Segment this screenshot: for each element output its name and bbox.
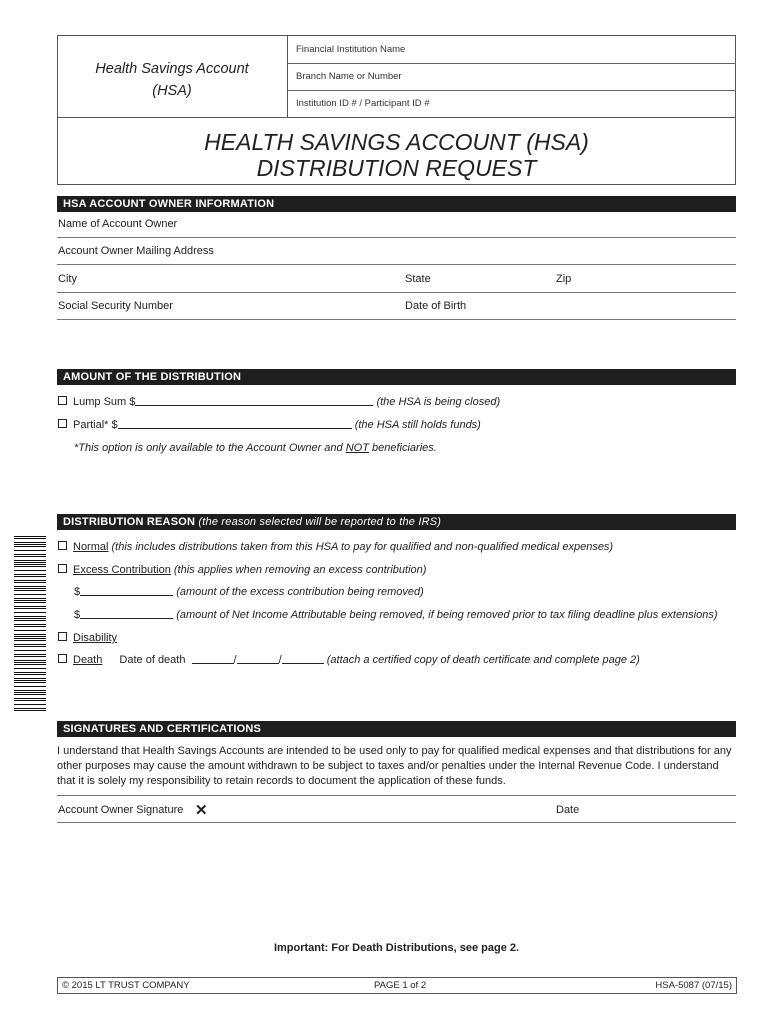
page-title-line1: HEALTH SAVINGS ACCOUNT (HSA): [204, 129, 589, 155]
barcode-stripe: [14, 700, 46, 701]
barcode-stripe: [14, 538, 46, 539]
barcode-stripe: [14, 668, 46, 669]
barcode-stripe: [14, 666, 46, 667]
barcode-stripe: [14, 622, 46, 623]
barcode-stripe: [14, 688, 46, 689]
barcode-stripe: [14, 694, 46, 695]
barcode-stripe: [14, 594, 46, 595]
barcode-stripe: [14, 536, 46, 537]
barcode-stripe: [14, 604, 46, 605]
barcode-stripe: [14, 616, 46, 617]
barcode-stripe: [14, 638, 46, 639]
signature-x-icon: ✕: [195, 802, 208, 819]
barcode-stripe: [14, 620, 46, 621]
reason-section-heading: DISTRIBUTION REASON (the reason selected will be reported to the IRS): [57, 514, 736, 530]
barcode-stripe: [14, 696, 46, 697]
barcode-stripe: [14, 584, 46, 585]
hsa-left-title: [57, 35, 288, 117]
excess-amount-field[interactable]: [80, 586, 173, 596]
barcode-stripe: [14, 642, 46, 643]
barcode-stripe: [14, 544, 46, 545]
footer: [57, 977, 737, 994]
barcode-stripe: [14, 658, 46, 659]
barcode-stripe: [14, 680, 46, 681]
date-label: Date: [556, 804, 580, 816]
barcode-stripe: [14, 574, 46, 575]
barcode-stripe: [14, 570, 46, 571]
zip-field-label: Zip: [556, 273, 572, 285]
disability-checkbox[interactable]: [58, 632, 67, 641]
barcode-stripe: [14, 704, 46, 705]
page-number: PAGE 1 of 2: [374, 980, 427, 991]
excess-checkbox[interactable]: [58, 564, 67, 573]
barcode-stripe: [14, 662, 46, 663]
barcode-stripe: [14, 556, 46, 557]
barcode-stripe: [14, 702, 46, 703]
death-month-field[interactable]: [192, 654, 234, 664]
name-field-line[interactable]: [57, 237, 736, 238]
death-checkbox[interactable]: [58, 654, 67, 663]
barcode-stripe: [14, 628, 46, 629]
barcode-stripe: [14, 602, 46, 603]
barcode-stripe: [14, 564, 46, 565]
barcode-stripe: [14, 558, 46, 559]
barcode-stripe: [14, 626, 46, 627]
barcode-stripe: [14, 710, 46, 711]
barcode-stripe: [14, 542, 46, 543]
signature-section-heading: SIGNATURES AND CERTIFICATIONS: [57, 721, 736, 737]
barcode-stripe: [14, 660, 46, 661]
dob-field-label: Date of Birth: [405, 300, 467, 312]
barcode-stripe: [14, 644, 46, 645]
barcode-stripe: [14, 566, 46, 567]
copyright: © 2015 LT TRUST COMPANY: [62, 980, 190, 991]
partial-footnote: *This option is only available to the Account Owner and NOT beneficiaries.: [74, 442, 437, 454]
state-field-label: State: [405, 273, 431, 285]
excess-amount-row: $ (amount of the excess contribution being removed): [74, 586, 424, 598]
barcode-stripe: [14, 654, 46, 655]
barcode-stripe: [14, 546, 46, 547]
barcode-stripe: [14, 652, 46, 653]
barcode-stripe: [14, 630, 46, 631]
barcode-stripe: [14, 580, 46, 581]
important-note: Important: For Death Distributions, see page 2.: [273, 942, 520, 954]
divider: [57, 822, 736, 823]
death-year-field[interactable]: [282, 654, 324, 664]
barcode-stripe: [14, 590, 46, 591]
branch-field[interactable]: Branch Name or Number: [296, 71, 402, 82]
barcode-stripe: [14, 586, 46, 587]
signature-field[interactable]: [215, 804, 535, 820]
barcode-stripe: [14, 612, 46, 613]
barcode-stripe: [14, 598, 46, 599]
barcode-stripe: [14, 690, 46, 691]
barcode-stripe: [14, 698, 46, 699]
barcode-stripe: [14, 636, 46, 637]
barcode-stripe: [14, 664, 46, 665]
barcode-stripe: [14, 606, 46, 607]
barcode-stripe: [14, 540, 46, 541]
lump-sum-amount-field[interactable]: [135, 396, 373, 406]
barcode-stripe: [14, 640, 46, 641]
death-option[interactable]: Death Date of death / / (attach a certified copy of death certificate and complete page 2): [58, 654, 640, 666]
barcode-stripe: [14, 692, 46, 693]
barcode-stripe: [14, 578, 46, 579]
form-id: HSA-5087 (07/15): [655, 980, 732, 991]
lump-sum-checkbox[interactable]: [58, 396, 67, 405]
partial-amount-field[interactable]: [118, 419, 352, 429]
disability-option[interactable]: Disability: [58, 632, 117, 644]
barcode-stripe: [14, 650, 46, 651]
city-field-label: City: [58, 273, 77, 285]
barcode-stripe: [14, 682, 46, 683]
barcode-graphic: [14, 536, 46, 712]
barcode-stripe: [14, 706, 46, 707]
net-income-row: $ (amount of Net Income Attributable being removed, if being removed prior to tax filing deadline plus extensions): [74, 609, 718, 621]
barcode-stripe: [14, 552, 46, 553]
barcode-stripe: [14, 548, 46, 549]
page-title-line2: DISTRIBUTION REQUEST: [256, 155, 537, 181]
name-field-label: Name of Account Owner: [58, 218, 178, 230]
barcode-stripe: [14, 618, 46, 619]
signature-date-field[interactable]: [590, 804, 730, 820]
net-income-field[interactable]: [80, 609, 173, 619]
certification-paragraph: I understand that Health Savings Accounts are intended to be used only to pay for qualified medical expenses and that distributions for any other purposes may cause the amount withdrawn to be subject to taxes and/or penalties under the Internal Revenue Code. I understand that it is solely my responsibility to retain records to document the application of these funds.: [57, 745, 732, 787]
amount-section-heading: AMOUNT OF THE DISTRIBUTION: [57, 369, 736, 385]
barcode-stripe: [14, 676, 46, 677]
barcode-stripe: [14, 632, 46, 633]
partial-checkbox[interactable]: [58, 419, 67, 428]
barcode-stripe: [14, 582, 46, 583]
barcode-stripe: [14, 624, 46, 625]
barcode-stripe: [14, 678, 46, 679]
barcode-stripe: [14, 686, 46, 687]
address-field-line[interactable]: [57, 264, 736, 265]
barcode-stripe: [14, 600, 46, 601]
barcode-stripe: [14, 684, 46, 685]
barcode-stripe: [14, 560, 46, 561]
left-title-line1: Health Savings Account: [95, 61, 249, 77]
excess-option[interactable]: Excess Contribution (this applies when removing an excess contribution): [58, 564, 426, 576]
ssn-field-label: Social Security Number: [58, 300, 173, 312]
barcode-stripe: [14, 608, 46, 609]
ssn-dob-line[interactable]: [57, 319, 736, 320]
divider: [57, 117, 736, 118]
left-title-line2: (HSA): [152, 83, 192, 99]
normal-option[interactable]: Normal (this includes distributions taken from this HSA to pay for qualified and non-qualified medical expenses): [58, 541, 613, 553]
barcode-stripe: [14, 596, 46, 597]
barcode-stripe: [14, 562, 46, 563]
barcode-stripe: [14, 634, 46, 635]
barcode-stripe: [14, 648, 46, 649]
barcode-stripe: [14, 614, 46, 615]
lump-sum-option[interactable]: Lump Sum $ (the HSA is being closed): [58, 396, 500, 408]
barcode-stripe: [14, 670, 46, 671]
partial-option[interactable]: Partial* $ (the HSA still holds funds): [58, 419, 481, 431]
barcode-stripe: [14, 672, 46, 673]
institution-id-field[interactable]: Institution ID # / Participant ID #: [296, 98, 430, 109]
barcode-stripe: [14, 550, 46, 551]
barcode-stripe: [14, 610, 46, 611]
barcode-stripe: [14, 588, 46, 589]
owner-section-heading: HSA ACCOUNT OWNER INFORMATION: [57, 196, 736, 212]
institution-name-field[interactable]: Financial Institution Name: [296, 44, 406, 55]
address-field-label: Account Owner Mailing Address: [58, 245, 214, 257]
barcode-stripe: [14, 554, 46, 555]
barcode-stripe: [14, 568, 46, 569]
barcode-stripe: [14, 576, 46, 577]
barcode-stripe: [14, 572, 46, 573]
barcode-stripe: [14, 708, 46, 709]
barcode-stripe: [14, 592, 46, 593]
barcode-stripe: [14, 646, 46, 647]
normal-checkbox[interactable]: [58, 541, 67, 550]
death-day-field[interactable]: [237, 654, 279, 664]
divider: [57, 795, 736, 796]
barcode-stripe: [14, 656, 46, 657]
barcode-stripe: [14, 674, 46, 675]
city-state-zip-line[interactable]: [57, 292, 736, 293]
signature-label: Account Owner Signature: [58, 804, 184, 816]
